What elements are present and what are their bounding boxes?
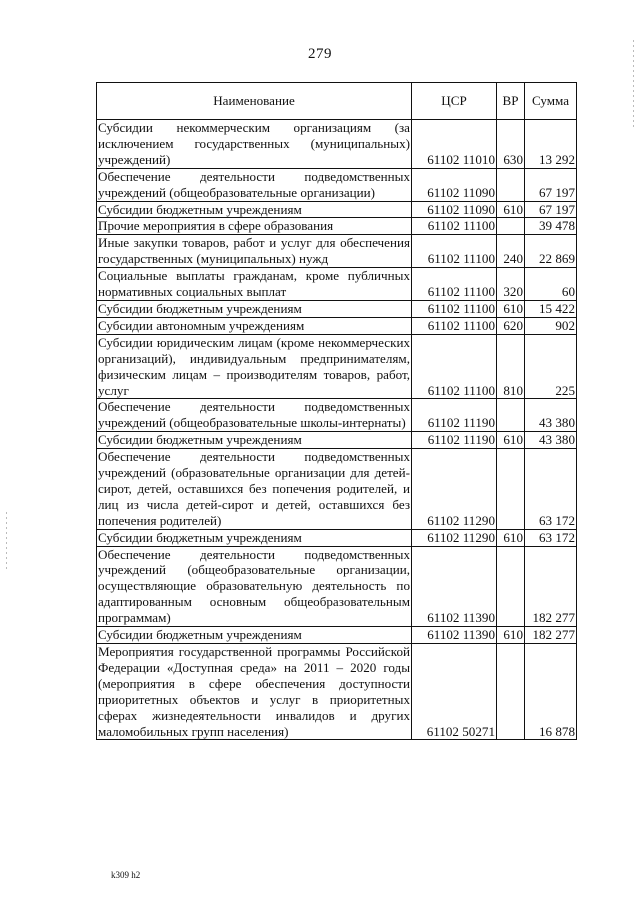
row-sum: 16 878 — [525, 644, 577, 740]
row-vr: 810 — [497, 334, 525, 399]
row-sum: 225 — [525, 334, 577, 399]
row-name: Иные закупки товаров, работ и услуг для обеспечения государственных (муниципальных) нужд — [98, 235, 410, 267]
row-vr — [497, 168, 525, 201]
row-vr — [497, 399, 525, 432]
header-csr: ЦСР — [412, 83, 497, 120]
table-row — [97, 268, 577, 301]
table-row — [97, 218, 577, 235]
table-header-row — [97, 83, 577, 120]
row-csr: 61102 11090 — [412, 201, 497, 218]
row-vr: 610 — [497, 627, 525, 644]
row-vr: 610 — [497, 529, 525, 546]
row-csr: 61102 11010 — [412, 120, 497, 169]
scan-artifact — [633, 40, 634, 130]
table-row — [97, 168, 577, 201]
header-sum: Сумма — [525, 83, 577, 120]
row-sum: 43 380 — [525, 432, 577, 449]
row-name: Субсидии бюджетным учреждениям — [97, 300, 412, 317]
table-row — [97, 399, 577, 432]
table-row — [97, 201, 577, 218]
row-csr: 61102 11190 — [412, 432, 497, 449]
row-name: Субсидии юридическим лицам (кроме некоммерческих организаций), индивидуальным предпринимателям, физическим лицам – производителям товаров, работ, услуг — [98, 334, 410, 398]
row-csr: 61102 11290 — [412, 449, 497, 530]
row-sum: 39 478 — [525, 218, 577, 235]
table-row — [97, 300, 577, 317]
row-name: Субсидии бюджетным учреждениям — [97, 432, 412, 449]
budget-table — [96, 82, 577, 740]
row-sum: 902 — [525, 317, 577, 334]
row-name: Субсидии бюджетным учреждениям — [97, 529, 412, 546]
row-sum: 15 422 — [525, 300, 577, 317]
row-sum: 60 — [525, 268, 577, 301]
row-csr: 61102 11100 — [412, 300, 497, 317]
row-sum: 182 277 — [525, 546, 577, 627]
row-vr — [497, 546, 525, 627]
row-vr: 240 — [497, 235, 525, 268]
scan-artifact — [6, 512, 7, 572]
row-name: Социальные выплаты гражданам, кроме публичных нормативных социальных выплат — [98, 268, 410, 300]
header-vr: ВР — [497, 83, 525, 120]
row-csr: 61102 11100 — [412, 235, 497, 268]
row-sum: 43 380 — [525, 399, 577, 432]
table-row — [97, 334, 577, 399]
row-sum: 67 197 — [525, 201, 577, 218]
row-name: Субсидии бюджетным учреждениям — [97, 627, 412, 644]
page-number: 279 — [308, 46, 332, 62]
row-name: Обеспечение деятельности подведомственных учреждений (общеобразовательные школы-интернаты) — [98, 399, 410, 431]
row-csr: 61102 11100 — [412, 218, 497, 235]
header-name: Наименование — [97, 83, 412, 120]
row-csr: 61102 11390 — [412, 627, 497, 644]
table-row — [97, 317, 577, 334]
row-csr: 61102 11100 — [412, 268, 497, 301]
table-row — [97, 235, 577, 268]
row-name: Обеспечение деятельности подведомственных учреждений (общеобразовательные организации, осуществляющие образовательную деятельность по адаптированным основным общеобразовательным программам) — [98, 546, 410, 626]
row-sum: 182 277 — [525, 627, 577, 644]
row-vr — [497, 449, 525, 530]
row-vr: 320 — [497, 268, 525, 301]
table-row — [97, 449, 577, 530]
row-csr: 61102 11390 — [412, 546, 497, 627]
row-name: Прочие мероприятия в сфере образования — [97, 218, 412, 235]
row-sum: 63 172 — [525, 449, 577, 530]
row-sum: 63 172 — [525, 529, 577, 546]
row-csr: 61102 11100 — [412, 317, 497, 334]
row-csr: 61102 50271 — [412, 644, 497, 740]
row-sum: 22 869 — [525, 235, 577, 268]
row-csr: 61102 11190 — [412, 399, 497, 432]
row-name: Мероприятия государственной программы Российской Федерации «Доступная среда» на 2011 – 2020 годы (мероприятия в сфере обеспечения доступности приоритетных объектов и услуг в приоритетных сферах жизнедеятельности инвалидов и других маломобильных групп населения) — [98, 644, 410, 739]
row-vr: 630 — [497, 120, 525, 169]
table-row — [97, 529, 577, 546]
document-code: k309 h2 — [111, 870, 141, 880]
table-row — [97, 644, 577, 740]
row-sum: 13 292 — [525, 120, 577, 169]
row-name: Обеспечение деятельности подведомственных учреждений (образовательные организации для детей-сирот, детей, оставшихся без попечения родителей, и лиц из числа детей-сирот и детей, оставшихся без попечения родителей) — [98, 449, 410, 528]
row-vr — [497, 218, 525, 235]
row-sum: 67 197 — [525, 168, 577, 201]
row-vr: 610 — [497, 432, 525, 449]
row-name: Обеспечение деятельности подведомственных учреждений (общеобразовательные организации) — [98, 168, 410, 200]
row-csr: 61102 11090 — [412, 168, 497, 201]
table-row — [97, 120, 577, 169]
row-name: Субсидии бюджетным учреждениям — [97, 201, 412, 218]
row-vr: 610 — [497, 201, 525, 218]
row-name: Субсидии автономным учреждениям — [97, 317, 412, 334]
row-vr — [497, 644, 525, 740]
row-vr: 610 — [497, 300, 525, 317]
table-row — [97, 627, 577, 644]
row-csr: 61102 11290 — [412, 529, 497, 546]
row-name: Субсидии некоммерческим организациям (за исключением государственных (муниципальных) учреждений) — [98, 120, 410, 167]
row-csr: 61102 11100 — [412, 334, 497, 399]
table-row — [97, 546, 577, 627]
row-vr: 620 — [497, 317, 525, 334]
table-row — [97, 432, 577, 449]
